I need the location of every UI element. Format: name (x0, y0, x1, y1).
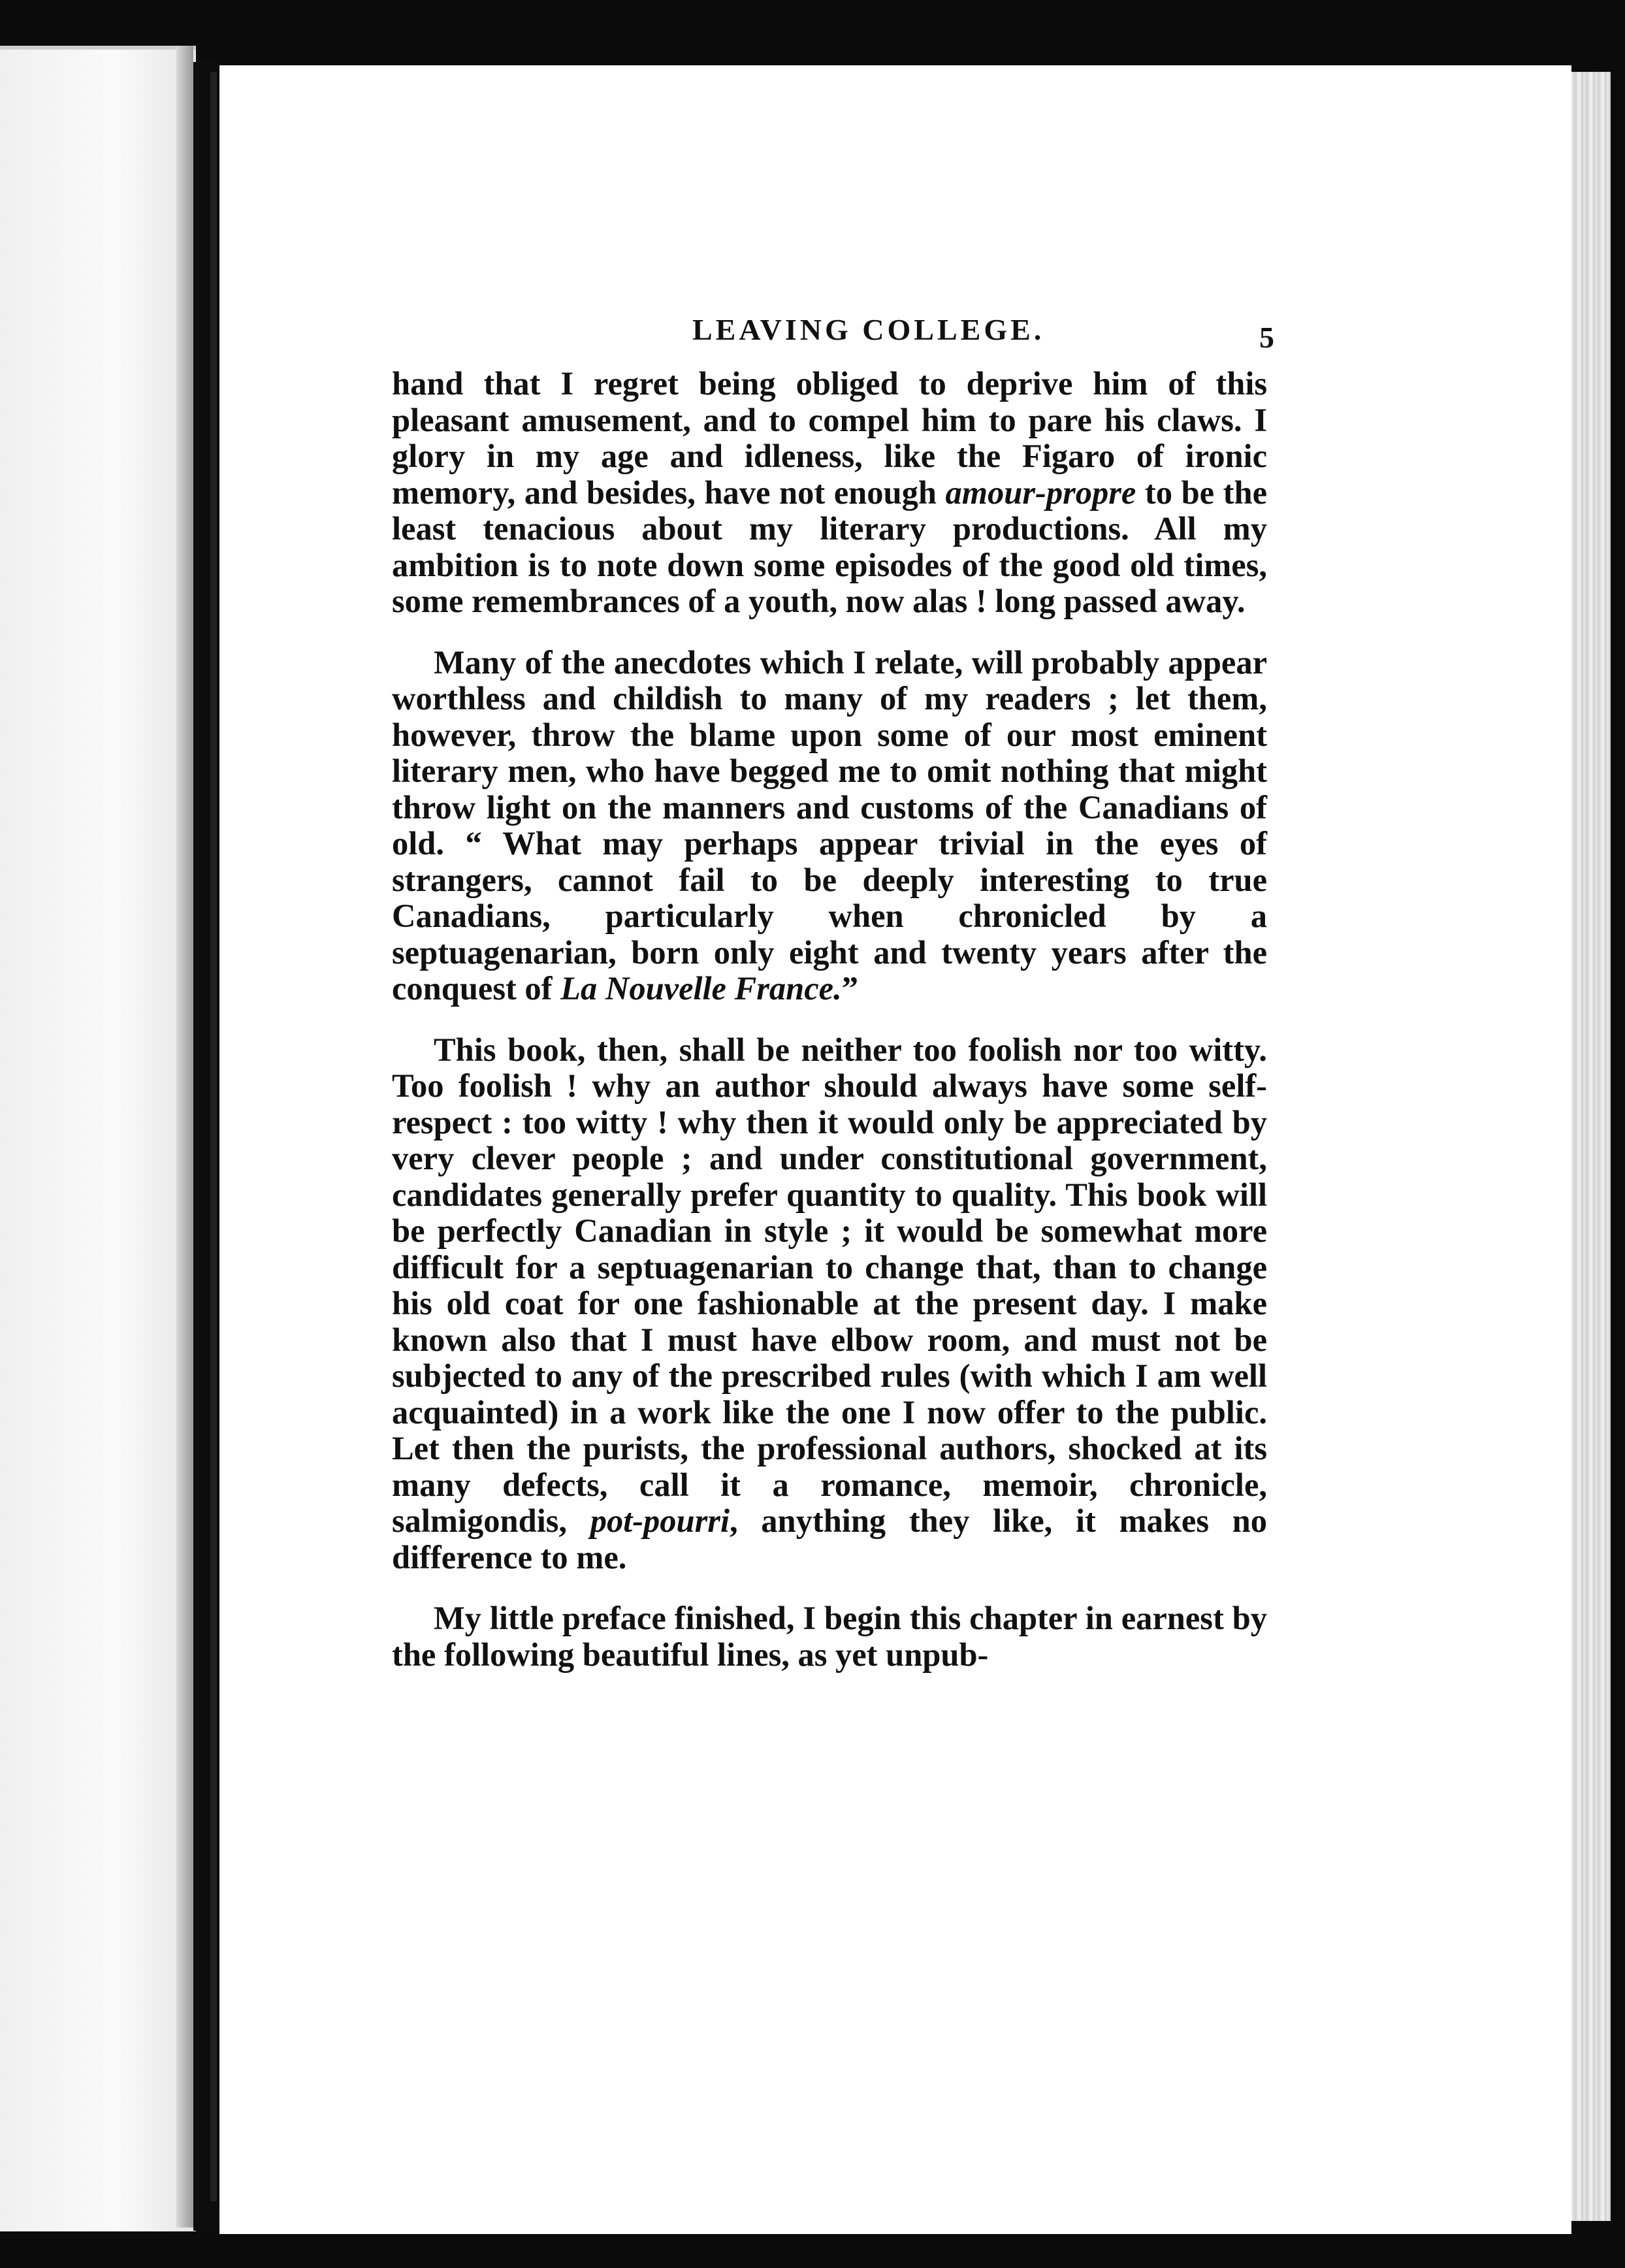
facing-page-shadow (176, 46, 193, 2228)
paragraph-1 (392, 366, 1267, 620)
paragraph-2 (392, 645, 1267, 1007)
page-stack-edge (1571, 72, 1611, 2221)
facing-page-edge (0, 46, 196, 2231)
paragraph-2-text-a: Many of the anecdotes which I relate, will probably appear worthless and childish to many of my readers ; let them, however, throw the blame upon some of our most eminent literary men, who have begged me to omit nothing that might throw light on the manners and customs of the Canadians of old. “ What may perhaps appear trivial in the eyes of strangers, cannot fail to be deeply interesting to true Canadians, particularly when chronicled by a septuagenarian, born only eight and twenty years after the conquest of (392, 643, 1267, 1007)
paragraph-4 (392, 1600, 1267, 1673)
paragraph-1-italic: amour-propre (945, 474, 1136, 511)
body-text (392, 366, 1267, 1673)
running-title: LEAVING COLLEGE. (692, 313, 1045, 346)
page-number: 5 (1259, 321, 1274, 354)
paragraph-1-text-a: hand that I regret being obliged to deprive him of this pleasant amusement, and to compel him to pare his claws. I glory in my age and idleness, like the Figaro of ironic memory, and besides, have not enough (392, 365, 1267, 511)
paragraph-4-text: My little preface finished, I begin this chapter in earnest by the following beautiful lines, as yet unpub- (392, 1600, 1267, 1673)
page-header (222, 307, 1306, 366)
paragraph-2-italic: La Nouvelle France. (560, 970, 842, 1007)
paragraph-1-text-b: to be the least tenacious about my literary productions. All my ambition is to note down some episodes of the good old times, some remembrances of a youth, now alas ! long passed away. (392, 474, 1267, 619)
paragraph-3-text-a: This book, then, shall be neither too foolish nor too witty. Too foolish ! why an author should always have some self-respect : too witty ! why then it would only be appreciated by very clever people ; and under constitutional government, candidates generally prefer quantity to quality. This book will be perfectly Canadian in style ; it would be somewhat more difficult for a septuagenarian to change that, than to change his old coat for one fashionable at the present day. I make known also that I must have elbow room, and must not be subjected to any of the prescribed rules (with which I am well acquainted) in a work like the one I now offer to the public. Let then the purists, the professional authors, shocked at its many defects, call it a romance, memoir, chronicle, salmigondis, (392, 1031, 1267, 1539)
paragraph-3 (392, 1032, 1267, 1576)
paragraph-3-text-b: , anything they like, it makes no difference to me. (392, 1502, 1267, 1576)
gutter-shadow-line (210, 72, 217, 2201)
paragraph-2-text-b: ” (841, 970, 858, 1007)
paragraph-3-italic: pot-pourri (590, 1502, 730, 1539)
